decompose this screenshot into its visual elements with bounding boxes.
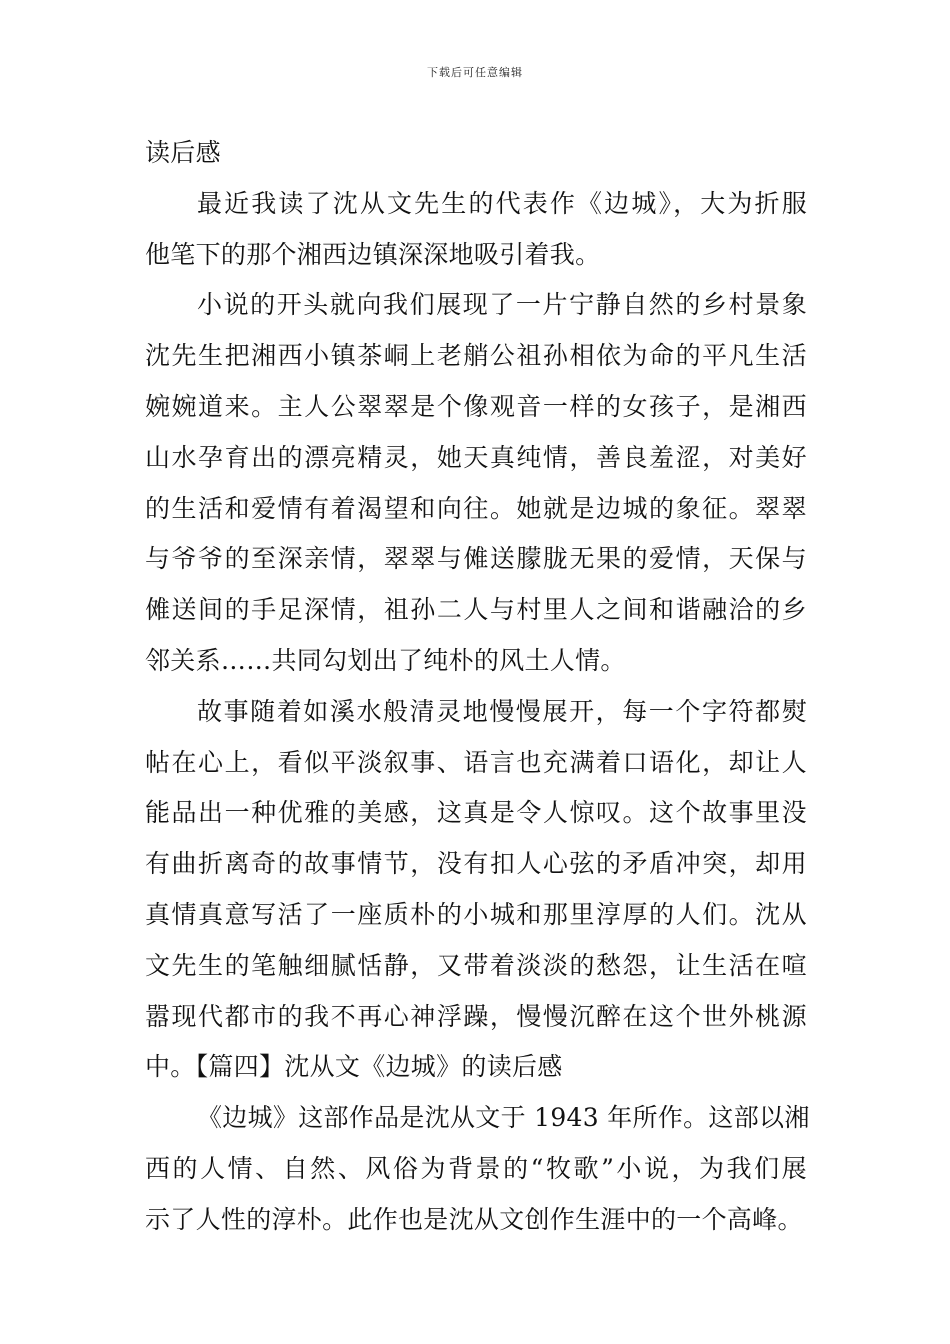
paragraph-line: 帖在心上，看似平淡叙事、语言也充满着口语化，却让人 (145, 747, 807, 777)
header-note: 下载后可任意编辑 (427, 66, 523, 79)
paragraph-line: 示了人性的淳朴。此作也是沈从文创作生涯中的一个高峰。 (145, 1204, 803, 1234)
paragraph-line: 有曲折离奇的故事情节，没有扣人心弦的矛盾冲突，却用 (145, 849, 807, 879)
paragraph-line: 能品出一种优雅的美感，这真是令人惊叹。这个故事里没 (145, 798, 807, 828)
paragraph-line: 最近我读了沈从文先生的代表作《边城》，大为折服 (197, 188, 807, 218)
paragraph-line: 嚣现代都市的我不再心神浮躁，慢慢沉醉在这个世外桃源 (145, 1001, 807, 1031)
paragraph-line: 他笔下的那个湘西边镇深深地吸引着我。 (145, 239, 601, 269)
paragraph-line: 中。【篇四】沈从文《边城》的读后感 (145, 1052, 563, 1082)
document-body (145, 128, 810, 1246)
document-title: 读后感 (145, 138, 221, 167)
paragraph-line: 邻关系……共同勾划出了纯朴的风土人情。 (145, 645, 626, 675)
paragraph-line: 小说的开头就向我们展现了一片宁静自然的乡村景象 (197, 290, 807, 320)
paragraph-line: 山水孕育出的漂亮精灵，她天真纯情，善良羞涩，对美好 (145, 442, 807, 472)
paragraph-line: 傩送间的手足深情，祖孙二人与村里人之间和谐融洽的乡 (145, 595, 807, 625)
paragraph-line: 与爷爷的至深亲情，翠翠与傩送朦胧无果的爱情，天保与 (145, 544, 807, 574)
paragraph-line: 沈先生把湘西小镇茶峒上老艄公祖孙相依为命的平凡生活 (145, 341, 807, 371)
paragraph-line: 文先生的笔触细腻恬静，又带着淡淡的愁怨，让生活在喧 (145, 950, 807, 980)
paragraph-line: 故事随着如溪水般清灵地慢慢展开，每一个字符都熨 (197, 696, 807, 726)
paragraph-line: 西的人情、自然、风俗为背景的“牧歌”小说，为我们展 (145, 1153, 807, 1183)
paragraph-line: 真情真意写活了一座质朴的小城和那里淳厚的人们。沈从 (145, 899, 807, 929)
paragraph-line: 的生活和爱情有着渴望和向往。她就是边城的象征。翠翠 (145, 493, 807, 523)
paragraph-line: 《边城》这部作品是沈从文于 1943 年所作。这部以湘 (197, 1103, 810, 1133)
paragraph-line: 婉婉道来。主人公翠翠是个像观音一样的女孩子，是湘西 (145, 391, 807, 421)
